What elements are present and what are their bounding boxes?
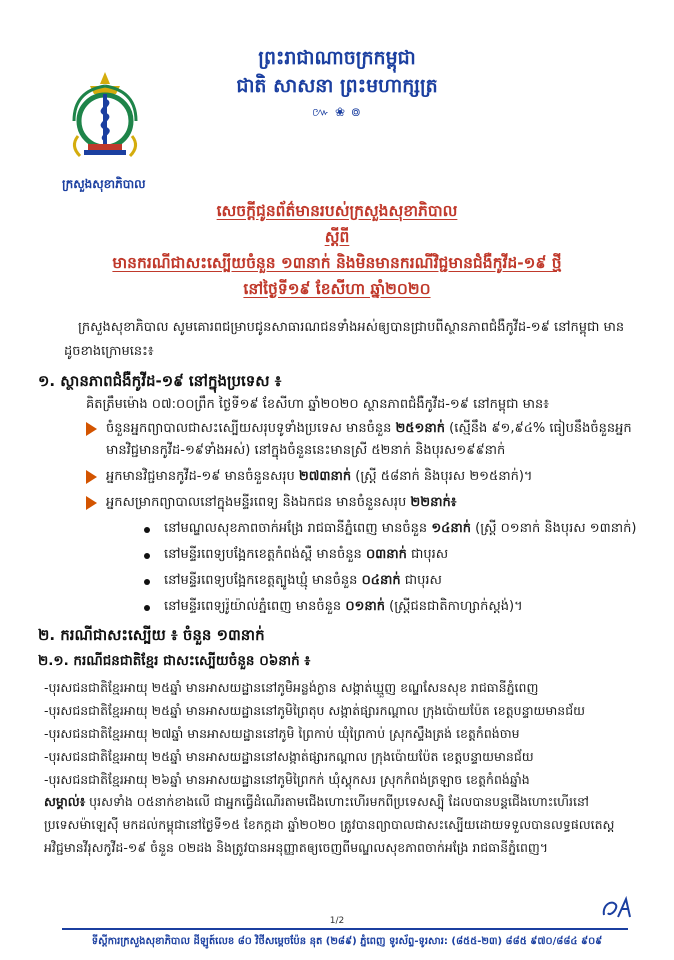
national-motto: ជាតិ សាសនា ព្រះមហាក្សត្រ xyxy=(236,75,438,97)
sub-item-count: ០៣នាក់ xyxy=(365,547,407,562)
press-release-title xyxy=(30,198,644,302)
dot-bullet-icon xyxy=(144,553,150,559)
sub-item-chak-angre xyxy=(106,518,638,540)
case-line: -បុរសជនជាតិខ្មែរអាយុ ២៥ឆ្នាំ មានអាសយដ្ឋាននៅភូមិព្រៃតុប សង្កាត់ផ្សារកណ្តាល ក្រុងប៉ោយប៉ែត ខេត្តបន្ទាយមានជ័យ xyxy=(44,703,586,718)
section-2-1-heading: ២.១. ករណីជនជាតិខ្មែរ ជាសះស្បើយចំនួន ០៦នាក់ ៖ xyxy=(38,653,311,669)
dot-bullet-icon xyxy=(144,605,150,611)
sub-item-text: ជាបុរស xyxy=(400,573,442,588)
sub-item-text: នៅមន្ទីរពេទ្យរ៉ូយ៉ាល់ភ្នំពេញ មានចំនួន xyxy=(164,599,346,614)
note-paragraph xyxy=(44,790,638,859)
ministry-label: ក្រសួងសុខាភិបាល xyxy=(62,177,146,191)
sub-item-text: (ស្ត្រីជនជាតិកាហ្សាក់ស្តង់)។ xyxy=(385,599,523,614)
note-label: សម្គាល់៖ xyxy=(44,794,86,809)
status-bullet-list xyxy=(86,418,638,622)
bullet-text: អ្នកសម្រាកព្យាបាលនៅក្នុងមន្ទីរពេទ្យ និងឯកជន មានចំនួនសរុប xyxy=(106,495,411,510)
arrow-bullet-icon xyxy=(86,422,97,436)
sub-item-text: នៅមន្ទីរពេទ្យបង្អែកខេត្តកំពង់ស្ពឺ មានចំនួន xyxy=(164,547,366,562)
ministry-of-health-logo xyxy=(60,66,150,166)
sub-item-tbong-khmum xyxy=(106,570,638,592)
sub-item-text: នៅមន្ទីរពេទ្យបង្អែកខេត្តត្បូងឃ្មុំ មានចំនួន xyxy=(164,573,362,588)
page-number: 1/2 xyxy=(329,916,345,926)
bullet-count: ២២នាក់៖ xyxy=(410,495,457,510)
arrow-bullet-icon xyxy=(86,496,97,510)
case-line: -បុរសជនជាតិខ្មែរអាយុ ២៥ឆ្នាំ មានអាសយដ្ឋាននៅសង្កាត់ផ្សារកណ្តាល ក្រុងប៉ោយប៉ែត ខេត្តបន្ទាយមានជ័យ xyxy=(44,749,534,764)
sub-item-text: ជាបុរស xyxy=(406,547,449,562)
title-line-1: សេចក្តីជូនព័ត៌មានរបស់ក្រសួងសុខាភិបាល xyxy=(216,202,458,220)
status-as-of: គិតត្រឹមម៉ោង ០៧:០០ព្រឹក ថ្ងៃទី១៩ ខែសីហា ឆ្នាំ២០២០ ស្ថានភាពជំងឺកូវីដ-១៩ នៅកម្ពុជា មាន៖ xyxy=(86,397,549,412)
sub-item-count: ១៤នាក់ xyxy=(431,521,472,536)
sub-item-kampong-speu xyxy=(106,544,638,566)
sub-item-text: (ស្ត្រី ០១នាក់ និងបុរស ១៣នាក់) xyxy=(471,521,637,536)
section-1-heading: ១. ស្ថានភាពជំងឺកូវីដ-១៩ នៅក្នុងប្រទេស ៖ xyxy=(38,372,282,390)
header-ornament: ៚ ❀ ៙ xyxy=(312,105,362,119)
bullet-text: (ស្មើនឹង ៩១,៩៤% ធៀបនឹងចំនួនអ្នកមានវិជ្ជមានកូវីដ-១៩ទាំងអស់) នៅក្នុងចំនួននេះមានស្រី ៥២នាក់ និងបុរស១៩៩នាក់ xyxy=(106,421,632,458)
arrow-bullet-icon xyxy=(86,470,97,484)
sub-item-royal-phnom-penh xyxy=(106,596,638,618)
case-line: -បុរសជនជាតិខ្មែរអាយុ ២៧ឆ្នាំ មានអាសយដ្ឋាននៅភូមិ ព្រៃកាប់ ឃុំព្រៃកាប់ ស្រុកស្ទឹងត្រង់ ខេត្តកំពង់ចាម xyxy=(44,726,520,741)
bullet-text: អ្នកមានវិជ្ជមានកូវីដ-១៩ មានចំនួនសរុប xyxy=(106,469,299,484)
case-line: -បុរសជនជាតិខ្មែរអាយុ ២៦ឆ្នាំ មានអាសយដ្ឋាននៅភូមិព្រៃកក់ ឃុំស្តុកសរ ស្រុកកំពង់ត្រឡាច ខេត្តកំពង់ឆ្នាំង xyxy=(44,772,530,787)
case-line: -បុរសជនជាតិខ្មែរអាយុ ២៥ឆ្នាំ មានអាសយដ្ឋាននៅភូមិអន្លង់ក្ងាន សង្កាត់ឃ្មួញ ខណ្ឌសែនសុខ រាជធានីភ្នំពេញ xyxy=(44,680,539,695)
title-line-2: ស្តីពី xyxy=(324,228,350,246)
footer-address: ទីស្តីការក្រសួងសុខាភិបាល ដីឡូត៍លេខ ៨០ វិថីសម្តេចប៉ែន នុត (២៨៩) ភ្នំពេញ ទូរស័ព្ទ-ទូរសារ: (៨៥៥-២៣) ៨៨៥ ៩៧០/៨៨៤ ៩០៩ xyxy=(91,936,603,947)
bullet-count: ២៧៣នាក់ xyxy=(298,469,352,484)
title-line-4: នៅថ្ងៃទី១៩ ខែសីហា ឆ្នាំ២០២០ xyxy=(243,280,431,298)
bullet-text: ចំនួនអ្នកព្យាបាលជាសះស្បើយសរុបទូទាំងប្រទេស មានចំនួន xyxy=(106,421,396,436)
sub-item-count: ០៤នាក់ xyxy=(361,573,401,588)
section-2-heading: ២. ករណីជាសះស្បើយ ៖ ចំនួន ១៣នាក់ xyxy=(38,626,265,644)
kingdom-name: ព្រះរាជាណាចក្រកម្ពុជា xyxy=(258,47,416,69)
bullet-text: (ស្ត្រី ៥៨នាក់ និងបុរស ២១៥នាក់)។ xyxy=(351,469,533,484)
sub-item-text: នៅមណ្ឌលសុខភាពចាក់អង្រែ រាជធានីភ្នំពេញ មានចំនួន xyxy=(164,521,432,536)
bullet-total-positive xyxy=(86,466,638,488)
recovered-case-list xyxy=(44,676,638,791)
bullet-hospitalized xyxy=(86,492,638,618)
footer-divider xyxy=(62,928,628,930)
note-text: បុរសទាំង ០៥នាក់ខាងលើ ជាអ្នកធ្វើដំណើរតាមជើងហោះហើរមកពីប្រទេសស្ប៉ិ ដែលបានបន្តជើងហោះហើរនៅប្រទេសម៉ាឡេស៊ី មកដល់កម្ពុជានៅថ្ងៃទី១៥ ខែកក្កដា ឆ្នាំ២០២០ ត្រូវបានព្យាបាលជាសះស្បើយដោយទទួលបានលទ្ធផលតេស្ត អវិជ្ជមានវីរុសកូវីដ-១៩ ចំនួន ០២ដង និងត្រូវបានអនុញ្ញាតឲ្យចេញពីមណ្ឌលសុខភាពចាក់អង្រែ រាជធានីភ្នំពេញ។ xyxy=(44,794,615,855)
bullet-recovered xyxy=(86,418,638,462)
dot-bullet-icon xyxy=(144,527,150,533)
title-line-3: មានករណីជាសះស្បើយចំនួន ១៣នាក់ និងមិនមានករណីវិជ្ជមានជំងឺកូវីដ-១៩ ថ្មី xyxy=(112,254,562,272)
intro-paragraph: ក្រសួងសុខាភិបាល សូមគោរពជម្រាបជូនសាធារណជនទាំងអស់ឲ្យបានជ្រាបពីស្ថានភាពជំងឺកូវីដ-១៩ នៅកម្ពុជា មានដូចខាងក្រោមនេះ៖ xyxy=(64,320,625,359)
dot-bullet-icon xyxy=(144,579,150,585)
bullet-count: ២៥១នាក់ xyxy=(395,421,445,436)
sub-item-count: ០១នាក់ xyxy=(345,599,385,614)
